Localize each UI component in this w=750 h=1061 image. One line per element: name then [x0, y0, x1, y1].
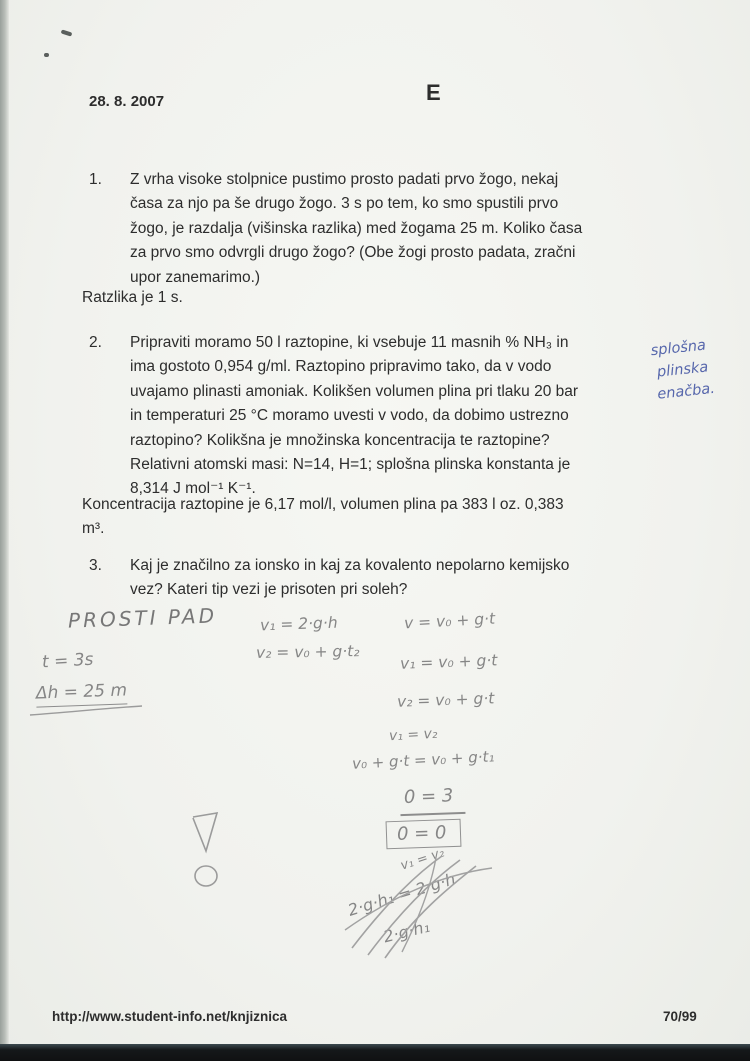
answer-2-line: Koncentracija raztopine je 6,17 mol/l, volumen plina pa 383 l oz. 0,383 — [82, 496, 564, 513]
margin-note-pen — [650, 334, 716, 406]
question-1-line: za prvo smo odvrgli drugo žogo? (Obe žogi prosto padata, zračni — [130, 244, 576, 262]
question-1-line: časa za njo pa še drugo žogo. 3 s po tem, ko smo spustili prvo — [130, 195, 559, 213]
hw-eq-v1: v₁ = 2·g·h — [259, 613, 338, 635]
question-1-number: 1. — [89, 171, 102, 188]
question-3-number: 3. — [89, 557, 102, 574]
exam-version-letter: E — [426, 80, 441, 105]
question-2-line: in temperaturi 25 °C moramo uvesti v vodo, da dobimo ustrezno — [130, 407, 569, 425]
exam-date: 28. 8. 2007 — [89, 93, 165, 110]
margin-note-line: plinska — [656, 359, 709, 381]
question-2-line: Pripraviti moramo 50 l raztopine, ki vsebuje 11 masnih % NH₃ in — [130, 334, 569, 351]
question-2-line: Relativni atomski masi: N=14, H=1; splošna plinska konstanta je — [130, 456, 571, 474]
hw-crossed-line-2: 2·g·h₁ = 2·g·h — [345, 869, 458, 920]
margin-note-line: splošna — [650, 337, 707, 360]
hw-title-prosti-pad: PROSTI PAD — [67, 603, 218, 633]
hw-eq-v2: v₂ = v₀ + g·t₂ — [255, 642, 360, 662]
answer-2-line: m³. — [82, 520, 105, 538]
question-1-line: Z vrha visoke stolpnice pustimo prosto padati prvo žogo, nekaj — [130, 171, 559, 188]
question-2-text — [130, 331, 650, 502]
scan-bottom-bar — [0, 1044, 750, 1061]
footer-url: http://www.student-info.net/knjiznica — [52, 1009, 287, 1024]
hw-result-boxed: 0 = 0 — [386, 819, 462, 850]
ink-speck — [44, 53, 49, 57]
hw-crossed-line-1: v₁ = v₂ — [398, 845, 447, 874]
question-2-line: raztopino? Kolikšna je množinska koncentracija te raztopine? — [130, 431, 550, 449]
hw-given-time: t = 3s — [41, 649, 94, 673]
hw-eq-expanded: v₀ + g·t = v₀ + g·t₁ — [351, 747, 495, 773]
hw-eq-v2-right: v₂ = v₀ + g·t — [396, 689, 495, 711]
answer-1-text: Ratzlika je 1 s. — [82, 289, 183, 306]
hw-eq-equality: v₁ = v₂ — [388, 725, 438, 745]
question-2-line: ima gostoto 0,954 g/ml. Raztopino pripravimo tako, da v vodo — [130, 358, 552, 376]
question-1-line: žogo, je razdalja (višinska razlika) med žogama 25 m. Koliko časa — [130, 219, 583, 237]
question-1-text — [130, 168, 650, 290]
hw-eq-v1-right: v₁ = v₀ + g·t — [399, 651, 498, 673]
question-2-line: 8,314 J mol⁻¹ K⁻¹. — [130, 480, 256, 498]
question-3-line: vez? Kateri tip vezi je prisoten pri soleh? — [130, 581, 408, 599]
hw-eq-v-general: v = v₀ + g·t — [403, 609, 496, 633]
hw-given-height: Δh = 25 m — [36, 680, 128, 707]
hw-result-0-3: 0 = 3 — [400, 785, 466, 816]
question-1-line: upor zanemarimo.) — [130, 268, 261, 286]
margin-note-line: enačba. — [656, 380, 716, 403]
question-2-line: uvajamo plinasti amoniak. Kolikšen volumen plina pri tlaku 20 bar — [130, 382, 579, 400]
question-2-number: 2. — [89, 334, 102, 351]
answer-2-text — [82, 493, 662, 542]
footer-page-number: 70/99 — [663, 1009, 697, 1024]
question-3-line: Kaj je značilno za ionsko in kaj za kovalento nepolarno kemijsko — [130, 557, 570, 574]
question-3-text — [130, 554, 650, 603]
scan-edge — [0, 0, 9, 1061]
hw-crossed-line-3: 2·g·h₁ — [381, 916, 432, 947]
